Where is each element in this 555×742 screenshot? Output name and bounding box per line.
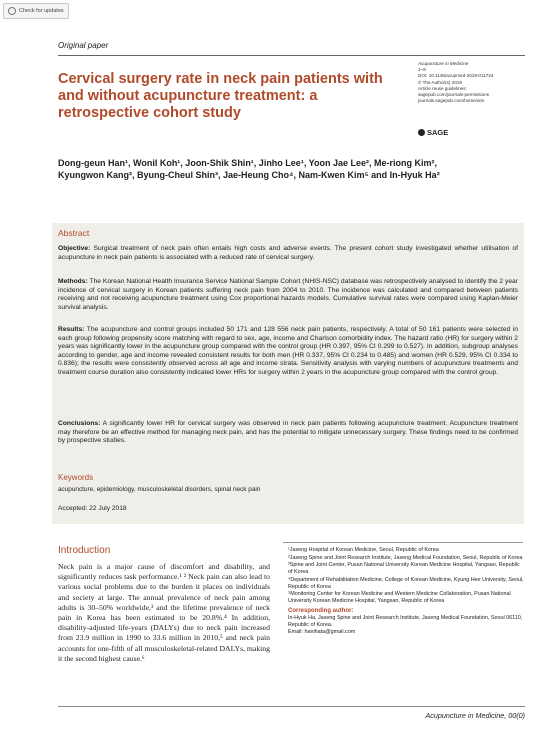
header-rule bbox=[58, 55, 525, 56]
check-for-updates-badge[interactable] bbox=[3, 3, 69, 19]
running-footer: Acupuncture in Medicine, 00(0) bbox=[425, 711, 525, 720]
conclusions-text: A significantly lower HR for cervical surgery was observed in neck pain patients following acupuncture treatment. Acupuncture treatment may therefore be an effective method for managing neck pain, and has the potential to mitigate unnecessary surgery. These findings need to be confirmed by prospective studies. bbox=[58, 420, 518, 445]
reuse-label: Article reuse guidelines: bbox=[418, 85, 467, 91]
affiliation-item: ⁵Monitoring Center for Korean Medicine and Western Medicine Collaboration, Pusan National University Korean Medicine Hospital, Yangsan, Republic of Korea bbox=[288, 591, 511, 605]
journal-home-link[interactable]: journals.sagepub.com/home/aim bbox=[418, 98, 485, 104]
abstract-objective bbox=[58, 245, 518, 262]
sage-logo-icon bbox=[418, 129, 425, 136]
abstract-heading: Abstract bbox=[58, 228, 90, 238]
publisher-logo bbox=[418, 128, 448, 137]
abstract-results bbox=[58, 326, 518, 378]
corresponding-author-email[interactable]: Email: hanihata@gmail.com bbox=[288, 629, 356, 636]
keywords-text: acupuncture, epidemiology, musculoskeletal disorders, spinal neck pain bbox=[58, 486, 261, 493]
introduction-text: Neck pain is a major cause of discomfort and disability, and significantly reduces task performance.¹ ² Neck pain can also lead to various social problems due to the burden it places on individuals and society at large. The annual prevalence of neck pain among adults is 30–50% worldwide,³ and the lifetime prevalence of neck pain in Korea has been estimated to be 20.8%.⁴ In addition, disability-adjusted life-years (DALYs) due to neck pain increased from 23.9 million in 1990 to 33.6 million in 2010,⁵ and neck pain accounts for one-fifth of all musculoskeletal-related DALYs, making it the second highest cause.⁶ bbox=[58, 562, 270, 663]
article-title: Cervical surgery rate in neck pain patients with and without acupuncture treatment: a retrospective cohort study bbox=[58, 71, 383, 121]
methods-text: The Korean National Health Insurance Service National Sample Cohort (NHIS-NSC) database was retrospectively analysed to identify the 2 year incidence of cervical surgery in Korean patients suffering neck pain from 2004 to 2010. The incidence was calculated and compared between patients receiving and not receiving acupuncture treatment using Cox proportional hazards models. Cumulative survival rates were compared using Kaplan-Meier survival analysis. bbox=[58, 278, 518, 311]
affiliations-block bbox=[288, 547, 524, 636]
affiliations-rule bbox=[283, 542, 523, 543]
update-check-icon bbox=[8, 7, 16, 15]
results-label: Results: bbox=[58, 326, 85, 333]
corresponding-author-heading: Corresponding author: bbox=[288, 608, 354, 615]
affiliation-item: ⁴Department of Rehabilitation Medicine, College of Korean Medicine, Kyung Hee University, Seoul, Republic of Korea bbox=[288, 576, 524, 590]
methods-label: Methods: bbox=[58, 278, 88, 285]
author-list: Dong-geun Han¹, Wonil Koh¹, Joon-Shik Shin¹, Jinho Lee¹, Yoon Jae Lee², Me-riong Kim², Kyungwon Kang², Byung-Cheul Shin³, Jae-Heung Cho⁴, Nam-Kwen Kim⁵ and In-Hyuk Ha² bbox=[58, 158, 440, 180]
journal-name: Acupuncture in Medicine bbox=[418, 61, 469, 66]
reuse-link[interactable]: sagepub.com/journals-permissions bbox=[418, 92, 489, 98]
journal-pages: 1–9 bbox=[418, 67, 426, 73]
keywords-heading: Keywords bbox=[58, 473, 94, 482]
abstract-methods bbox=[58, 278, 518, 312]
affiliation-item: ²Jaseng Spine and Joint Research Institute, Jaseng Medical Foundation, Seoul, Republic of Korea bbox=[288, 554, 523, 561]
corresponding-author-text: In-Hyuk Ha, Jaseng Spine and Joint Research Institute, Jaseng Medical Foundation, Seoul 06110, Republic of Korea. bbox=[288, 615, 523, 629]
abstract-box bbox=[52, 223, 524, 524]
copyright: © The Author(s) 2019 bbox=[418, 79, 462, 85]
publisher-name: SAGE bbox=[427, 128, 449, 137]
doi[interactable]: DOI: 10.1136/acupmed-2018-011724 bbox=[418, 73, 494, 79]
objective-label: Objective: bbox=[58, 245, 91, 252]
affiliation-item: ³Spine and Joint Center, Pusan National University Korean Medicine Hospital, Yangsan, Republic of Korea bbox=[288, 562, 520, 576]
accepted-date: Accepted: 22 July 2018 bbox=[58, 505, 127, 512]
check-for-updates-label: Check for updates bbox=[19, 8, 64, 14]
paper-type: Original paper bbox=[58, 41, 109, 50]
abstract-conclusions bbox=[58, 420, 518, 446]
footer-rule bbox=[58, 706, 525, 707]
conclusions-label: Conclusions: bbox=[58, 420, 101, 427]
results-text: The acupuncture and control groups included 50 171 and 128 556 neck pain patients, respectively. A total of 50 161 patients were selected in each group following propensity score matching with regard to sex, age, income and Charlson comorbidity index. The hazard ratio (HR) for surgery within 2 years was significantly lower in the acupuncture group compared with the control group (HR 0.397, 95% CI 0.299 to 0.527). In addition, subgroup analyses according to gender, age and income revealed consistent results for both men (HR 0.337, 95% CI 0.234 to 0.485) and women (HR 0.529, 95% CI 0.334 to 0.836); the results were consistently observed across all age and income strata. Sensitivity analysis with varying numbers of acupuncture treatments and treatment course duration also consistently indicated lower HRs for surgery within 2 years in the acupuncture group compared with the control group. bbox=[58, 326, 518, 376]
objective-text: Surgical treatment of neck pain often entails high costs and adverse events. The present cohort study investigated whether utilisation of acupuncture in neck pain patients is associated with a reduced rate of cervical surgery. bbox=[58, 245, 518, 261]
introduction-heading: Introduction bbox=[58, 545, 111, 556]
affiliation-item: ¹Jaseng Hospital of Korean Medicine, Seoul, Republic of Korea bbox=[288, 547, 439, 553]
journal-meta bbox=[418, 61, 538, 104]
